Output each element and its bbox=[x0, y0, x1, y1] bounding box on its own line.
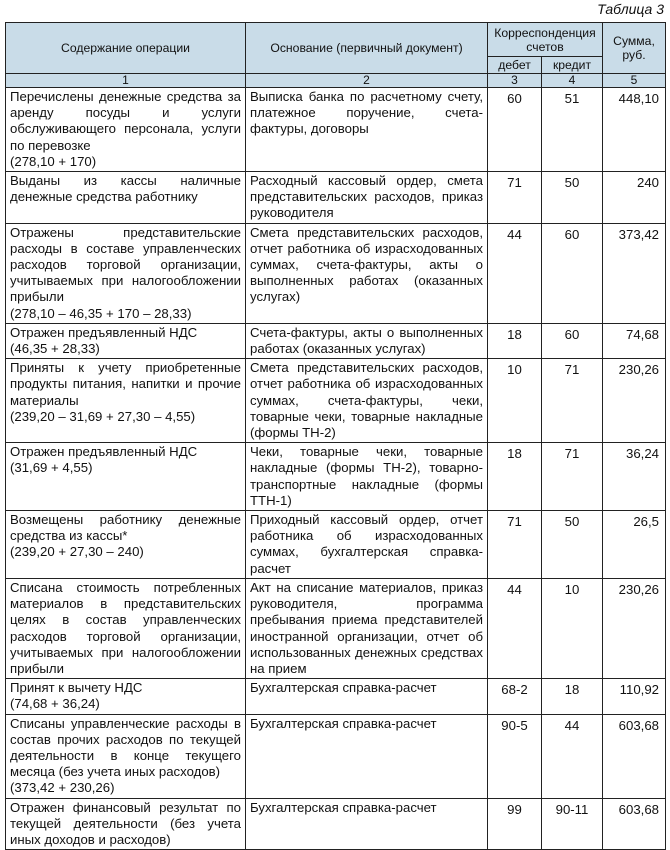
credit-cell: 71 bbox=[542, 443, 603, 511]
operation-cell bbox=[6, 511, 246, 579]
credit-cell: 90-11 bbox=[542, 798, 603, 850]
debit-cell: 44 bbox=[488, 223, 542, 323]
table-row bbox=[6, 679, 666, 714]
basis-cell: Бухгалтерская справка-расчет bbox=[246, 714, 488, 798]
credit-cell: 10 bbox=[542, 578, 603, 678]
sum-cell: 230,26 bbox=[603, 359, 666, 443]
header-operation: Содержание операции bbox=[6, 23, 246, 74]
operation-text: Выданы из кассы наличные денежные средства работнику bbox=[10, 173, 241, 205]
debit-cell: 90-5 bbox=[488, 714, 542, 798]
operation-cell bbox=[6, 359, 246, 443]
operation-text: Отражен предъявленный НДС bbox=[10, 444, 198, 460]
basis-cell: Выписка банка по расчетному счету, платежное поручение, счета-фактуры, договоры bbox=[246, 88, 488, 172]
accounting-entries-table bbox=[5, 22, 666, 850]
debit-cell: 18 bbox=[488, 323, 542, 358]
sum-cell: 603,68 bbox=[603, 798, 666, 850]
operation-text: Отражен предъявленный НДС bbox=[10, 324, 198, 340]
column-number: 1 bbox=[6, 74, 246, 88]
header-basis: Основание (первичный документ) bbox=[246, 23, 488, 74]
header-correspondence: Корреспонденция счетов bbox=[488, 23, 603, 57]
sum-cell: 110,92 bbox=[603, 679, 666, 714]
credit-cell: 71 bbox=[542, 359, 603, 443]
credit-cell: 50 bbox=[542, 511, 603, 579]
table-row bbox=[6, 323, 666, 358]
debit-cell: 18 bbox=[488, 443, 542, 511]
basis-cell: Приходный кассовый ордер, отчет работника об израсходованных суммах, бухгалтерская справка-расчет bbox=[246, 511, 488, 579]
table-row bbox=[6, 359, 666, 443]
table-row bbox=[6, 88, 666, 172]
credit-cell: 51 bbox=[542, 88, 603, 172]
basis-cell: Акт на списание материалов, приказ руководителя, программа пребывания приема представителей иностранной организации, отчет об использованных денежных средствах на прием bbox=[246, 578, 488, 678]
operation-cell bbox=[6, 323, 246, 358]
basis-cell: Смета представительских расходов, отчет работника об израсходованных суммах, счета-фактуры, акты о выполненных работах (оказанных услугах) bbox=[246, 223, 488, 323]
debit-cell: 60 bbox=[488, 88, 542, 172]
operation-formula: (278,10 – 46,35 + 170 – 28,33) bbox=[10, 305, 192, 321]
column-number-row bbox=[6, 74, 666, 88]
operation-cell bbox=[6, 443, 246, 511]
debit-cell: 10 bbox=[488, 359, 542, 443]
operation-formula: (239,20 + 27,30 – 240) bbox=[10, 544, 144, 560]
table-row bbox=[6, 714, 666, 798]
column-number: 4 bbox=[542, 74, 603, 88]
sum-cell: 240 bbox=[603, 172, 666, 224]
operation-cell bbox=[6, 714, 246, 798]
table-row bbox=[6, 443, 666, 511]
basis-cell: Счета-фактуры, акты о выполненных работах (оказанных услугах) bbox=[246, 323, 488, 358]
basis-cell: Бухгалтерская справка-расчет bbox=[246, 679, 488, 714]
debit-cell: 71 bbox=[488, 172, 542, 224]
operation-text: Возмещены работнику денежные средства из кассы* bbox=[10, 512, 241, 544]
operation-cell bbox=[6, 88, 246, 172]
operation-formula: (373,42 + 230,26) bbox=[10, 780, 115, 796]
table-row bbox=[6, 511, 666, 579]
column-number: 3 bbox=[488, 74, 542, 88]
operation-cell bbox=[6, 223, 246, 323]
credit-cell: 60 bbox=[542, 223, 603, 323]
operation-text: Отражены представительские расходы в составе управленческих расходов торговой организации, учитываемых при налогообложении прибыли bbox=[10, 224, 241, 305]
credit-cell: 50 bbox=[542, 172, 603, 224]
column-number: 5 bbox=[603, 74, 666, 88]
header-credit: кредит bbox=[542, 57, 603, 74]
basis-cell: Смета представительских расходов, отчет работника об израсходованных суммах, счета-фактуры, чеки, товарные чеки, товарные накладные (формы ТН-2) bbox=[246, 359, 488, 443]
header-debit: дебет bbox=[488, 57, 542, 74]
operation-cell bbox=[6, 798, 246, 850]
credit-cell: 18 bbox=[542, 679, 603, 714]
column-number: 2 bbox=[246, 74, 488, 88]
table-row bbox=[6, 578, 666, 678]
sum-cell: 26,5 bbox=[603, 511, 666, 579]
basis-cell: Бухгалтерская справка-расчет bbox=[246, 798, 488, 850]
operation-formula: (31,69 + 4,55) bbox=[10, 460, 93, 476]
operation-formula: (46,35 + 28,33) bbox=[10, 341, 100, 357]
operation-formula: (278,10 + 170) bbox=[10, 153, 97, 169]
sum-cell: 36,24 bbox=[603, 443, 666, 511]
table-row bbox=[6, 223, 666, 323]
table-row bbox=[6, 798, 666, 850]
sum-cell: 74,68 bbox=[603, 323, 666, 358]
sum-cell: 230,26 bbox=[603, 578, 666, 678]
debit-cell: 71 bbox=[488, 511, 542, 579]
credit-cell: 44 bbox=[542, 714, 603, 798]
table-caption: Таблица 3 bbox=[597, 1, 664, 17]
debit-cell: 68-2 bbox=[488, 679, 542, 714]
sum-cell: 373,42 bbox=[603, 223, 666, 323]
table-row bbox=[6, 172, 666, 224]
header-sum: Сумма, руб. bbox=[603, 23, 666, 74]
credit-cell: 60 bbox=[542, 323, 603, 358]
operation-text: Отражен финансовый результат по текущей деятельности (без учета иных доходов и расходов) bbox=[10, 799, 241, 847]
operation-text: Списаны управленческие расходы в состав прочих расходов по текущей деятельности в конце текущего месяца (без учета иных расходов) bbox=[10, 715, 241, 780]
debit-cell: 44 bbox=[488, 578, 542, 678]
basis-cell: Чеки, товарные чеки, товарные накладные (формы ТН-2), товарно-транспортные накладные (формы ТТН-1) bbox=[246, 443, 488, 511]
operation-cell bbox=[6, 172, 246, 224]
operation-text: Списана стоимость потребленных материалов в представительских целях в состав управленческих расходов торговой организации, учитываемых при налогообложении прибыли bbox=[10, 579, 241, 676]
basis-cell: Расходный кассовый ордер, смета представительских расходов, приказ руководителя bbox=[246, 172, 488, 224]
sum-cell: 603,68 bbox=[603, 714, 666, 798]
operation-formula: (239,20 – 31,69 + 27,30 – 4,55) bbox=[10, 408, 196, 424]
operation-text: Принят к вычету НДС bbox=[10, 680, 143, 696]
operation-text: Приняты к учету приобретенные продукты питания, напитки и прочие материалы bbox=[10, 360, 241, 408]
sum-cell: 448,10 bbox=[603, 88, 666, 172]
operation-cell bbox=[6, 578, 246, 678]
operation-cell bbox=[6, 679, 246, 714]
operation-text: Перечислены денежные средства за аренду посуды и услуги обслуживающего персонала, услуги по перевозке bbox=[10, 89, 241, 153]
debit-cell: 99 bbox=[488, 798, 542, 850]
operation-formula: (74,68 + 36,24) bbox=[10, 696, 100, 712]
